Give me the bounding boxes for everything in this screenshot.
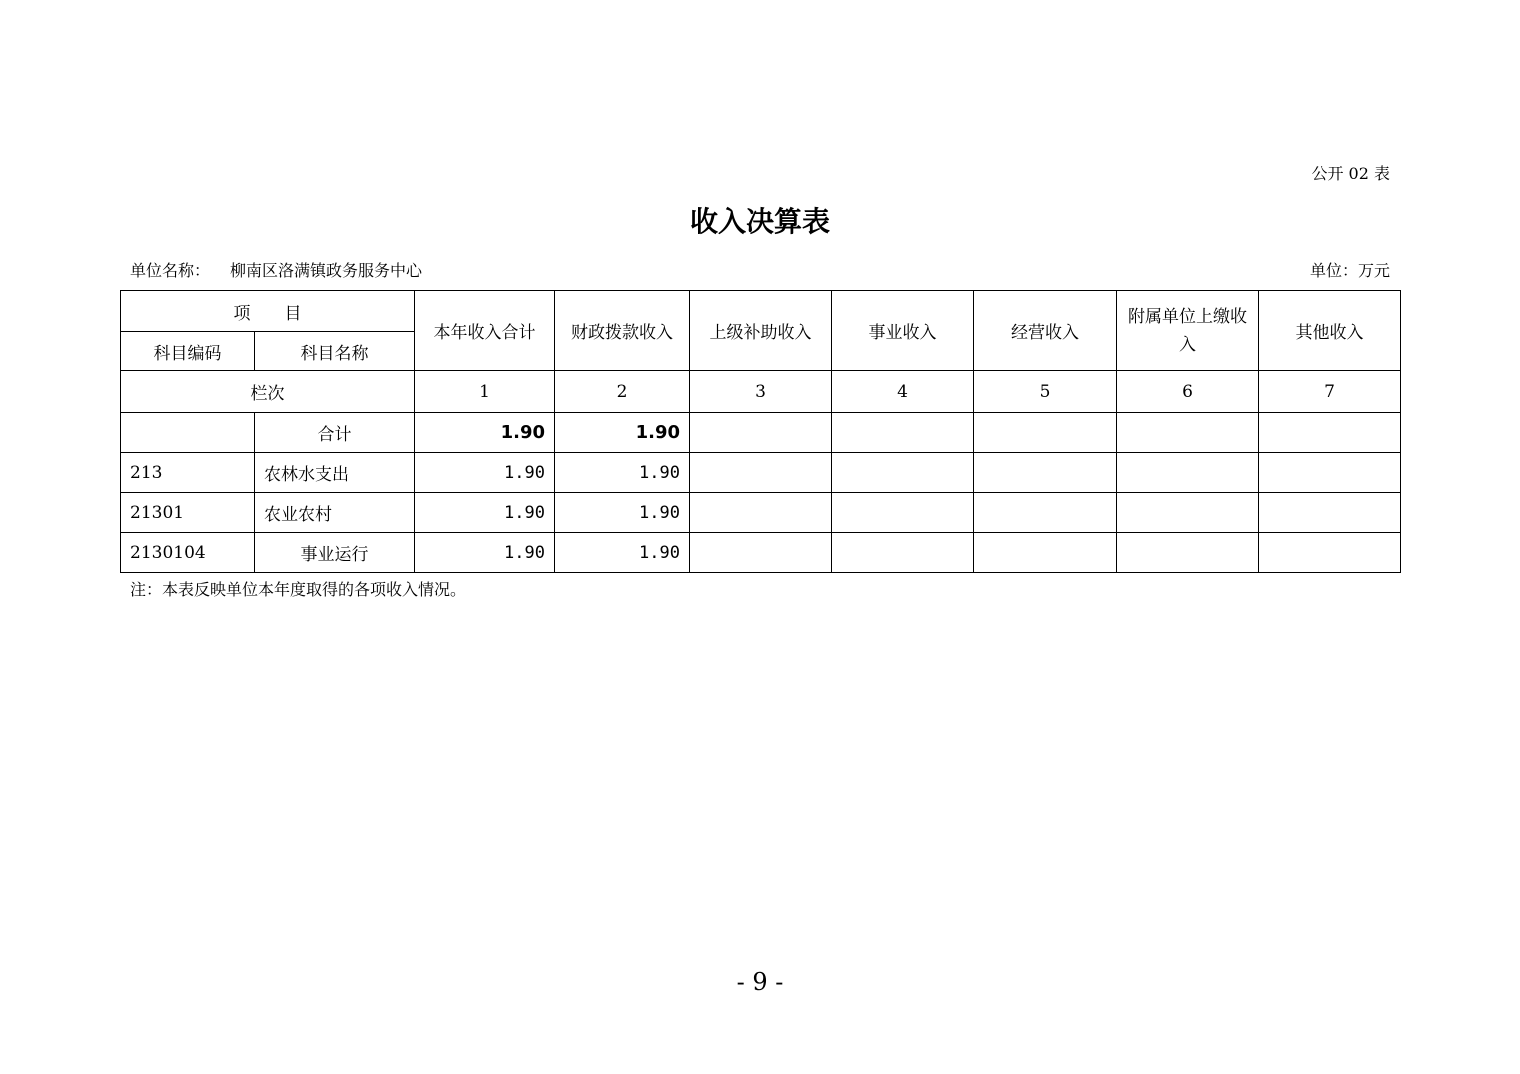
column-index: 3	[690, 371, 832, 413]
currency-unit: 单位：万元	[1309, 261, 1390, 280]
value-cell	[1259, 453, 1401, 493]
header-row-1	[121, 291, 1401, 332]
value-cell	[1259, 493, 1401, 533]
column-index-label: 栏次	[121, 371, 415, 413]
value-cell	[974, 533, 1117, 573]
org-name: 柳南区洛满镇政务服务中心	[230, 261, 423, 280]
value-cell	[690, 533, 832, 573]
value-cell: 1.90	[555, 413, 690, 453]
subject-code: 2130104	[121, 533, 255, 573]
value-cell	[832, 453, 974, 493]
table-note: 注：本表反映单位本年度取得的各项收入情况。	[130, 580, 467, 599]
header-col-business: 事业收入	[832, 291, 974, 371]
header-subject-name: 科目名称	[255, 332, 415, 371]
subject-name: 合计	[255, 413, 415, 453]
value-cell: 1.90	[555, 493, 690, 533]
value-cell	[1117, 413, 1259, 453]
value-cell	[832, 493, 974, 533]
subject-name: 事业运行	[255, 533, 415, 573]
value-cell: 1.90	[415, 413, 555, 453]
table-row	[121, 533, 1401, 573]
header-col-affiliate: 附属单位上缴收入	[1117, 291, 1259, 371]
subject-code: 213	[121, 453, 255, 493]
header-col-operating: 经营收入	[974, 291, 1117, 371]
column-index-row	[121, 371, 1401, 413]
value-cell	[1259, 413, 1401, 453]
form-code: 公开 02 表	[1311, 164, 1390, 183]
header-col-other: 其他收入	[1259, 291, 1401, 371]
value-cell: 1.90	[415, 493, 555, 533]
income-table	[120, 290, 1401, 573]
value-cell	[832, 533, 974, 573]
table-row	[121, 453, 1401, 493]
value-cell	[832, 413, 974, 453]
value-cell: 1.90	[415, 453, 555, 493]
subject-code	[121, 413, 255, 453]
column-index: 5	[974, 371, 1117, 413]
value-cell	[690, 453, 832, 493]
header-col-fiscal: 财政拨款收入	[555, 291, 690, 371]
value-cell: 1.90	[415, 533, 555, 573]
value-cell	[1117, 533, 1259, 573]
value-cell	[974, 413, 1117, 453]
header-item: 项 目	[121, 291, 415, 332]
column-index: 2	[555, 371, 690, 413]
column-index: 6	[1117, 371, 1259, 413]
value-cell	[690, 413, 832, 453]
value-cell: 1.90	[555, 533, 690, 573]
total-row	[121, 413, 1401, 453]
subject-code: 21301	[121, 493, 255, 533]
value-cell	[1117, 493, 1259, 533]
value-cell	[1117, 453, 1259, 493]
page-title: 收入决算表	[689, 205, 830, 238]
subject-name: 农林水支出	[255, 453, 415, 493]
org-label: 单位名称：	[130, 261, 211, 280]
value-cell: 1.90	[555, 453, 690, 493]
column-index: 7	[1259, 371, 1401, 413]
table-row	[121, 493, 1401, 533]
header-subject-code: 科目编码	[121, 332, 255, 371]
column-index: 4	[832, 371, 974, 413]
value-cell	[974, 493, 1117, 533]
header-col-total: 本年收入合计	[415, 291, 555, 371]
header-col-superior-subsidy: 上级补助收入	[690, 291, 832, 371]
value-cell	[1259, 533, 1401, 573]
value-cell	[690, 493, 832, 533]
value-cell	[974, 453, 1117, 493]
page-number: - 9 -	[736, 968, 784, 996]
subject-name: 农业农村	[255, 493, 415, 533]
column-index: 1	[415, 371, 555, 413]
